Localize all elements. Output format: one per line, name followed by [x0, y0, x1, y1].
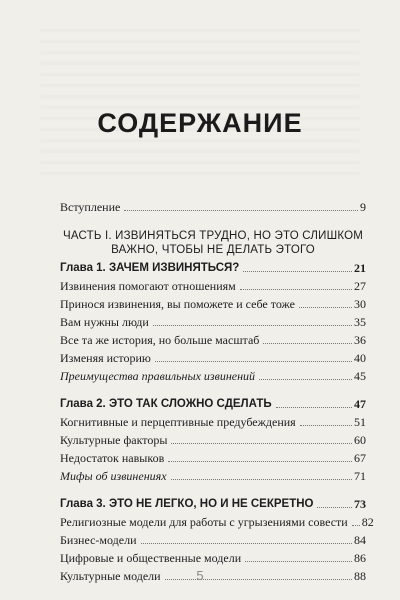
toc-entry-label: Культурные модели: [60, 569, 161, 583]
toc-entry-label: Религиозные модели для работы с угрызениями совести: [60, 515, 348, 529]
leader-dots: [171, 443, 352, 444]
toc-entry-page: 36: [354, 333, 366, 347]
toc-chapter-2: [60, 395, 366, 411]
toc-entry: [60, 531, 366, 547]
toc-entry: [60, 513, 374, 529]
leader-dots: [141, 543, 352, 544]
toc-entry-label: Принося извинения, вы поможете и себе тоже: [60, 297, 296, 311]
toc-entry-page: 67: [354, 451, 366, 465]
toc-entry-label: Вам нужны люди: [60, 315, 149, 329]
toc-entry-page: 27: [354, 279, 366, 293]
chapter-label: Глава 1. ЗАЧЕМ ИЗВИНЯТЬСЯ?: [60, 262, 240, 274]
toc-entry-page: 86: [354, 551, 366, 565]
toc-entry-intro: [60, 198, 366, 214]
toc-entry-page: 51: [354, 415, 366, 429]
leader-dots: [155, 361, 352, 362]
toc-entry-label: Цифровые и общественные модели: [60, 551, 242, 565]
toc-chapter-1: [60, 259, 366, 275]
chapter-label: Глава 2. ЭТО ТАК СЛОЖНО СДЕЛАТЬ: [60, 398, 272, 410]
chapter-page: 73: [354, 497, 366, 511]
toc-entry-label: Вступление: [60, 200, 121, 214]
toc-entry: [60, 313, 366, 329]
toc-entry-label: Извинения помогают отношениям: [60, 279, 236, 293]
leader-dots: [352, 525, 360, 526]
toc-entry-page: 9: [360, 200, 366, 214]
chapter-page: 47: [354, 397, 366, 411]
toc-entry: [60, 431, 366, 447]
page-number: 5: [196, 568, 204, 583]
chapter-page: 21: [354, 261, 366, 275]
toc-entry-page: 84: [354, 533, 366, 547]
toc-entry: [60, 349, 366, 365]
leader-dots: [168, 461, 352, 462]
leader-dots: [299, 307, 352, 308]
toc-entry-label: Изменяя историю: [60, 351, 151, 365]
toc-entry: [60, 295, 366, 311]
part-heading-line-1: ЧАСТЬ I. ИЗВИНЯТЬСЯ ТРУДНО, НО ЭТО СЛИШКОМ: [62, 230, 364, 242]
toc-entry: [60, 549, 366, 565]
toc-entry: [60, 449, 366, 465]
leader-dots: [124, 210, 358, 211]
toc-entry: [60, 331, 366, 347]
toc-entry-label: Преимущества правильных извинений: [60, 369, 256, 383]
leader-dots: [240, 289, 352, 290]
leader-dots: [276, 407, 352, 408]
toc-entry: [60, 467, 366, 483]
part-heading: [60, 229, 366, 257]
leader-dots: [153, 325, 352, 326]
toc-entry-page: 40: [354, 351, 366, 365]
toc-entry-label: Мифы об извинениях: [60, 469, 167, 483]
leader-dots: [300, 425, 352, 426]
toc-entry-page: 71: [354, 469, 366, 483]
toc-entry-label: Недостаток навыков: [60, 451, 165, 465]
leader-dots: [243, 271, 352, 272]
part-heading-line-2: ВАЖНО, ЧТОБЫ НЕ ДЕЛАТЬ ЭТОГО: [111, 244, 315, 256]
toc-entry: [60, 367, 366, 383]
chapter-label: Глава 3. ЭТО НЕ ЛЕГКО, НО И НЕ СЕКРЕТНО: [60, 498, 314, 510]
toc-entry-page: 45: [354, 369, 366, 383]
toc-entry-page: 60: [354, 433, 366, 447]
leader-dots: [171, 479, 352, 480]
toc-entry-page: 88: [354, 569, 366, 583]
leader-dots: [259, 379, 352, 380]
toc-entry-page: 35: [354, 315, 366, 329]
toc-entry-page: 82: [361, 515, 374, 529]
toc-entry-label: Когнитивные и перцептивные предубеждения: [60, 415, 296, 429]
toc-entry-label: Все та же история, но больше масштаб: [60, 333, 260, 347]
page-title: СОДЕРЖАНИЕ: [97, 108, 303, 138]
toc-entry: [60, 413, 366, 429]
leader-dots: [245, 561, 352, 562]
toc-entry-page: 30: [354, 297, 366, 311]
toc-entry-label: Культурные факторы: [60, 433, 168, 447]
toc-entry: [60, 277, 366, 293]
toc-entry-label: Бизнес-модели: [60, 533, 137, 547]
toc-chapter-3: [60, 495, 366, 511]
leader-dots: [317, 507, 352, 508]
leader-dots: [263, 343, 352, 344]
